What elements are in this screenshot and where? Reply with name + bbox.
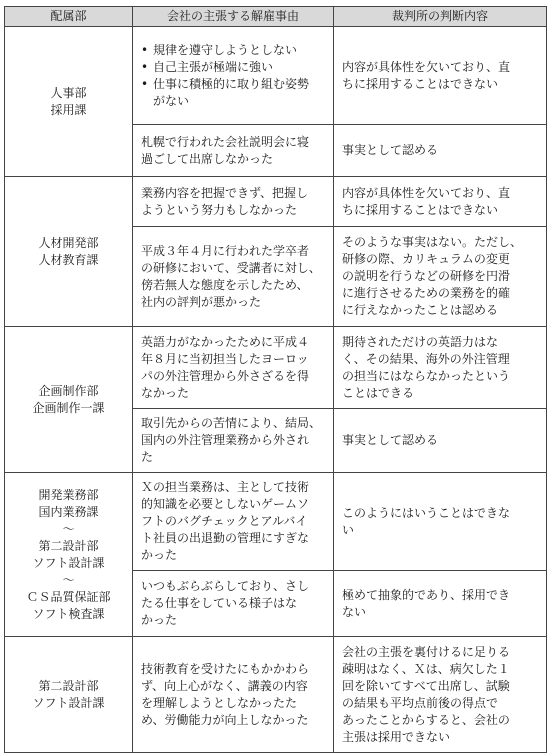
header-company-reason: 会社の主張する解雇事由 — [133, 7, 334, 27]
judgment-cell: 事実として認める — [334, 125, 547, 177]
reason-bullet: • 自己主張が極端に強い — [141, 59, 327, 76]
judgment-cell: そのような事実はない。ただし、 研修の際、カリキュラムの変更 の説明を行うなどの研修を円滑 に進行させるための業務を的確 に行えなかったことは認める — [334, 227, 547, 327]
reason-cell: 英語力がなかったために平成４ 年８月に当初担当したヨーロッ パの外注管理から外さざるを得 なかった — [133, 327, 334, 409]
judgment-cell: このようにはいうことはできな い — [334, 473, 547, 571]
table-row — [5, 177, 547, 227]
department-cell: 人材開発部 人材教育課 — [5, 177, 133, 327]
department-cell: 開発業務部 国内業務課 ～ 第二設計部 ソフト設計課 ～ ＣＳ品質保証部 ソフト検査課 — [5, 473, 133, 637]
table-row — [5, 327, 547, 409]
reason-cell: 技術教育を受けたにもかかわら ず、向上心がなく、講義の内容 を理解しようとしなかったた め、労働能力が向上しなかった — [133, 637, 334, 753]
reason-cell: いつもぶらぶらしており、さし たる仕事をしている様子はな かった — [133, 571, 334, 637]
dismissal-reasons-table — [4, 6, 547, 753]
table-row — [5, 27, 547, 125]
reason-cell: 業務内容を把握できず、把握し ようという努力もしなかった — [133, 177, 334, 227]
judgment-cell: 事実として認める — [334, 409, 547, 473]
table-row — [5, 637, 547, 753]
reason-cell — [133, 27, 334, 125]
reason-cell: 札幌で行われた会社説明会に寝 過ごして出席しなかった — [133, 125, 334, 177]
judgment-cell: 期待されただけの英語力はな く、その結果、海外の外注管理 の担当にはならなかったという ことはできる — [334, 327, 547, 409]
reason-cell: 平成３年４月に行われた学卒者 の研修において、受講者に対し、 傍若無人な態度を示したため、 社内の評判が悪かった — [133, 227, 334, 327]
header-department: 配属部 — [5, 7, 133, 27]
department-cell — [5, 27, 133, 177]
judgment-cell: 会社の主張を裏付けるに足りる 疎明はなく、Ｘは、病欠した１ 回を除いてすべて出席し、試験 の結果も平均点前後の得点で あったことからすると、会社の 主張は採用できない — [334, 637, 547, 753]
table-row — [5, 473, 547, 571]
table-header-row — [5, 7, 547, 27]
reason-bullet: • 規律を遵守しようとしない — [141, 42, 327, 59]
reason-bullet: • 仕事に積極的に取り組む姿勢 がない — [141, 76, 327, 110]
header-court-judgment: 裁判所の判断内容 — [334, 7, 547, 27]
judgment-cell: 内容が具体性を欠いており、直 ちに採用することはできない — [334, 177, 547, 227]
reason-cell: Ｘの担当業務は、主として技術 的知識を必要としないゲームソ フトのバグチェックとアルバイ ト社員の出退勤の管理にすぎな かった — [133, 473, 334, 571]
judgment-cell: 内容が具体性を欠いており、直 ちに採用することはできない — [334, 27, 547, 125]
department-line: 採用課 — [50, 102, 87, 117]
reason-bullet-list — [141, 42, 327, 110]
department-cell: 企画制作部 企画制作一課 — [5, 327, 133, 473]
reason-cell: 取引先からの苦情により、結局、 国内の外注管理業務から外され た — [133, 409, 334, 473]
department-line: 人事部 — [50, 85, 87, 100]
judgment-cell: 極めて抽象的であり、採用でき ない — [334, 571, 547, 637]
department-cell: 第二設計部 ソフト設計課 — [5, 637, 133, 753]
